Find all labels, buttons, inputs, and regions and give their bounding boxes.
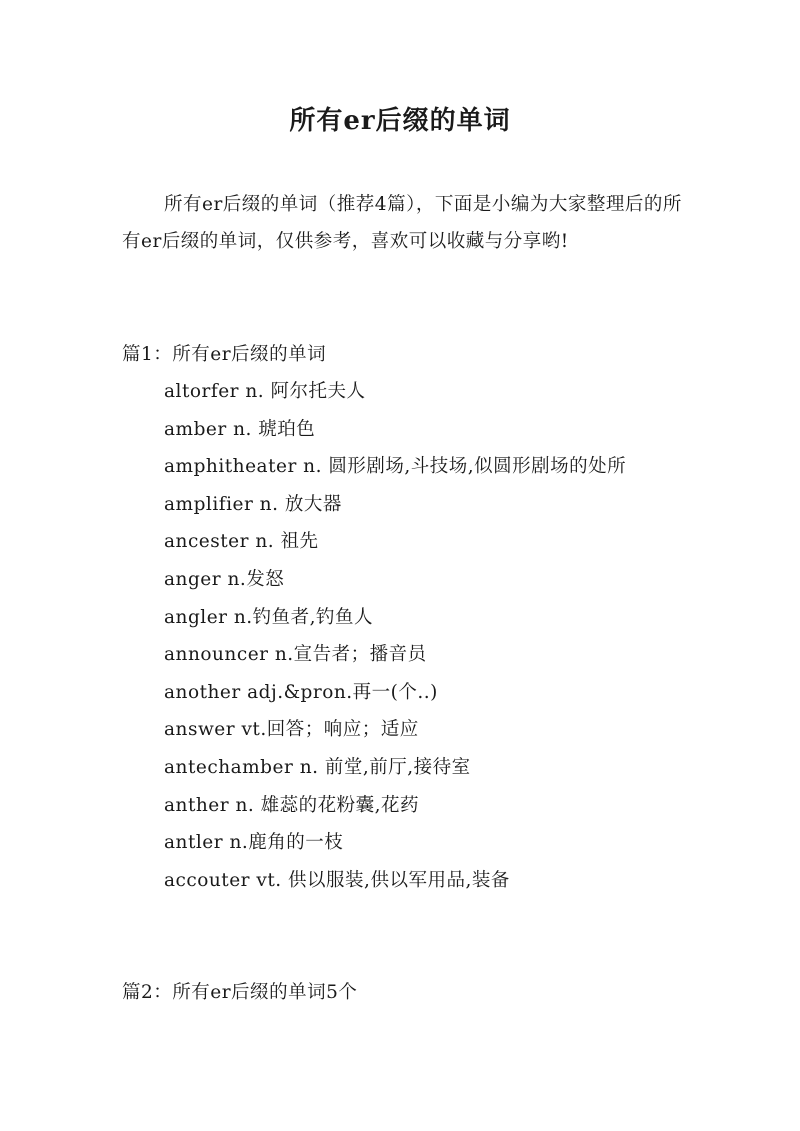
word-entry: amphitheater n. 圆形剧场,斗技场,似圆形剧场的处所 <box>164 456 627 478</box>
word-entry: angler n.钓鱼者,钓鱼人 <box>164 606 374 628</box>
section-heading-2: 篇2：所有er后缀的单词5个 <box>122 982 358 1003</box>
word-entry: antechamber n. 前堂,前厅,接待室 <box>164 756 471 778</box>
word-entry: amplifier n. 放大器 <box>164 493 342 515</box>
word-entry: announcer n.宣告者；播音员 <box>164 644 427 666</box>
word-entry: another adj.&pron.再一(个..) <box>164 681 438 703</box>
word-entry: ancester n. 祖先 <box>164 531 319 553</box>
word-list <box>122 373 682 899</box>
word-entry: anther n. 雄蕊的花粉囊,花药 <box>164 794 420 816</box>
word-entry: antler n.鹿角的一枝 <box>164 832 344 854</box>
word-entry: accouter vt. 供以服装,供以军用品,装备 <box>164 869 510 891</box>
word-entry: amber n. 琥珀色 <box>164 418 316 440</box>
word-entry: altorfer n. 阿尔托夫人 <box>164 381 366 402</box>
word-entry: anger n.发怒 <box>164 568 285 590</box>
document-title: 所有er后缀的单词 <box>289 106 511 136</box>
section-heading-1: 篇1：所有er后缀的单词 <box>122 344 327 365</box>
intro-paragraph: 所有er后缀的单词（推荐4篇），下面是小编为大家整理后的所有er后缀的单词，仅供参考，喜欢可以收藏与分享哟! <box>122 194 682 252</box>
word-entry: answer vt.回答；响应；适应 <box>164 719 419 741</box>
